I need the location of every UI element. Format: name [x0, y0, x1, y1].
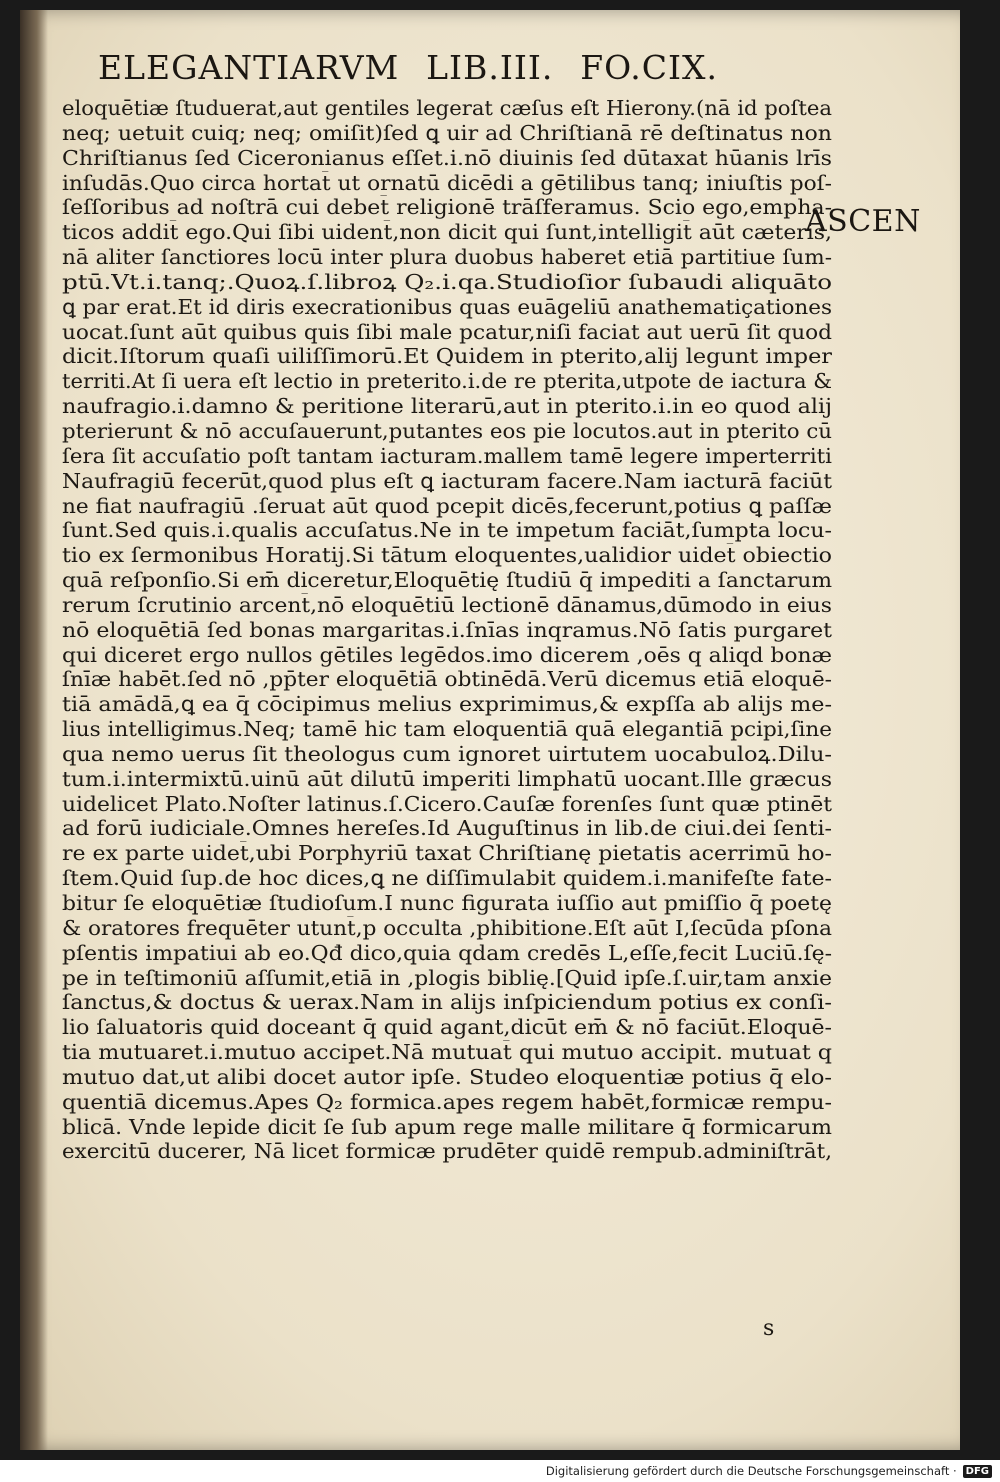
running-head-book: LIB.III.: [426, 48, 554, 87]
text-line: ſunt.Sed quis.i.qualis accuſatus.Ne in te impetum faciāt,ſumpta locu-: [62, 518, 832, 543]
running-head: [98, 48, 718, 87]
dfg-logo: DFG: [963, 1465, 992, 1478]
text-line: ſera ſit accuſatio poſt tantam iacturam.mallem tamē legere imperterriti: [62, 443, 832, 468]
text-line: territi.At ſi uera eſt lectio in preterito.i.de re pterita,utpote de iactura &: [62, 369, 832, 394]
text-line: lius intelligimus.Neq; tamē hic tam eloquentiā quā elegantiā pcipi,ſine: [62, 717, 832, 742]
text-line: ꝗ par erat.Et id diris execrationibus quas euāgeliū anathematiçationes: [62, 294, 832, 319]
text-line: qui diceret ergo nullos gētiles legēdos.imo dicerem ,oēs q aliqd bonæ: [62, 642, 832, 667]
text-line: bitur ſe eloquētiæ ſtudioſum.I nunc figurata iuſſio aut pmiſſio q̄ poetę: [62, 891, 832, 915]
text-line: nā aliter ſanctiores locū inter plura duobus haberet etiā partitiue ſum-: [62, 245, 832, 270]
text-line: & oratores frequēter utunt̄,p occulta ,phibitione.Eſt aūt I,ſecūda pſona: [62, 915, 832, 940]
marginal-note: ASCEN: [805, 204, 921, 239]
text-line: tiā amādā,ꝗ ea q̄ cōcipimus melius exprimimus,& expſſa ab alijs me-: [62, 692, 832, 717]
text-line: uocat.ſunt aūt quibus quis ſibi male pcatur,niſi faciat aut uerū ſit quod: [62, 319, 832, 344]
text-line: quā reſponſio.Si em̄ diceretur,Eloquētię ſtudiū q̄ impediti a ſanctarum: [62, 568, 832, 593]
text-line: dicit.Iſtorum quaſi uiliſſimorū.Et Quidem in pterito,alij legunt imper: [62, 344, 832, 369]
text-line: pterierunt & nō accuſauerunt,putantes eos pie locutos.aut in pterito cū: [62, 418, 832, 443]
text-line: pſentis impatiui ab eo.Qđ dico,quia qdam credēs L,eſſe,fecit Luciū.ſę-: [62, 940, 832, 965]
text-line: ticos addit̄ ego.Qui ſibi uident̄,non dicit qui ſunt,intelligit̄ aūt cæteris,: [62, 220, 832, 245]
text-line: nō eloquētiā ſed bonas margaritas.i.ſnīas inqramus.Nō ſatis purgaret: [62, 617, 832, 642]
text-line: re ex parte uidet̄,ubi Porphyriū taxat Chriſtianę pietatis acerrimū ho-: [62, 841, 832, 866]
text-line: ſtem.Quid ſup.de hoc dices,ꝗ ne diſſimulabit quidem.i.manifeſte fate-: [62, 866, 832, 891]
text-line: ſanctus,& doctus & uerax.Nam in alijs inſpiciendum potius ex conſi-: [62, 990, 832, 1015]
book-page: [20, 10, 960, 1450]
text-line: tum.i.intermixtū.uinū aūt dilutū imperiti limphatū uocant.Ille græcus: [62, 766, 832, 791]
text-line: Chriſtianus ſed Ciceronianus eſſet.i.nō diuinis ſed dūtaxat hūanis lrīs: [62, 145, 832, 170]
text-line: qua nemo uerus ſit theologus cum ignoret uirtutem uocabuloꝝ.Dilu-: [62, 741, 832, 766]
funding-credit: Digitalisierung gefördert durch die Deutsche Forschungsgemeinschaft ·: [545, 1464, 957, 1478]
text-line: inſudās.Quo circa hortat̄ ut ornatū dicēdi a gētilibus tanq; iniuſtis poſ-: [62, 170, 832, 195]
text-line: tio ex ſermonibus Horatij.Si tātum eloquentes,ualidior uidet̄ obiectio: [62, 543, 832, 568]
text-line: blicā. Vnde lepide dicit ſe ſub apum rege malle militare q̄ formicarum: [62, 1114, 832, 1139]
text-line: naufragio.i.damno & peritione literarū,aut in pterito.i.in eo quod alij: [62, 394, 832, 419]
page-gutter-shadow: [20, 10, 48, 1450]
text-line: exercitū ducerer, Nā licet formicæ prudēter quidē rempub.adminiſtrāt,: [62, 1139, 832, 1164]
commentary-text-block: [62, 96, 832, 1164]
text-line: quentiā dicemus.Apes Q₂ formica.apes regem habēt,formicæ rempu-: [62, 1089, 832, 1114]
text-line: eloquētiæ ſtuduerat,aut gentiles legerat cæſus eſt Hierony.(nā id poſtea: [62, 96, 832, 120]
digitization-footer: [0, 1460, 1000, 1482]
text-line: neq; uetuit cuiq; neq; omiſit)ſed ꝗ uir ad Chriſtianā rē deſtinatus non: [62, 120, 832, 145]
text-line: tia mutuaret.i.mutuo accipet.Nā mutuat̄ qui mutuo accipit. mutuat q: [62, 1040, 832, 1065]
signature-mark: s: [763, 1316, 775, 1341]
text-line: mutuo dat,ut alibi docet autor ipſe. Studeo eloquentiæ potius q̄ elo-: [62, 1064, 832, 1089]
text-line: ne fiat naufragiū .ſeruat aūt quod pcepit dicēs,fecerunt,potius ꝗ paſſæ: [62, 493, 832, 518]
text-line: Naufragiū fecerūt,quod plus eſt ꝗ iacturam facere.Nam iacturā faciūt: [62, 468, 832, 493]
text-line: uidelicet Plato.Noſter latinus.ſ.Cicero.Cauſæ forenſes ſunt quæ ptinēt: [62, 791, 832, 816]
text-line: lio ſaluatoris quid doceant q̄ quid agant,dicūt em̄ & nō faciūt.Eloquē-: [62, 1015, 832, 1040]
text-line: ſeſſoribus ad noſtrā cui debet̄ religionē trāſferamus. Scio ego,empha-: [62, 195, 832, 220]
text-line: ſnīæ habēt.ſed nō ,pp̄ter eloquētiā obtinēdā.Verū dicemus etiā eloquē-: [62, 667, 832, 692]
text-line: ptū.Vt.i.tanq;.Quoꝝ.ſ.libroꝝ Q₂.i.qa.Studioſior ſubaudi aliquāto: [62, 269, 832, 294]
text-line: ad forū iudiciale.Omnes hereſes.Id Auguſtinus in lib.de ciui.dei ſenti-: [62, 816, 832, 841]
text-line: rerum ſcrutinio arcent̄,nō eloquētiū lectionē dānamus,dūmodo in eius: [62, 592, 832, 617]
running-head-folio: FO.CIX.: [580, 48, 718, 87]
running-head-title: ELEGANTIARVM: [98, 48, 400, 87]
text-line: pe in teſtimoniū aſſumit,etiā in ,plogis biblię.[Quid ipſe.ſ.uir,tam anxie: [62, 965, 832, 990]
